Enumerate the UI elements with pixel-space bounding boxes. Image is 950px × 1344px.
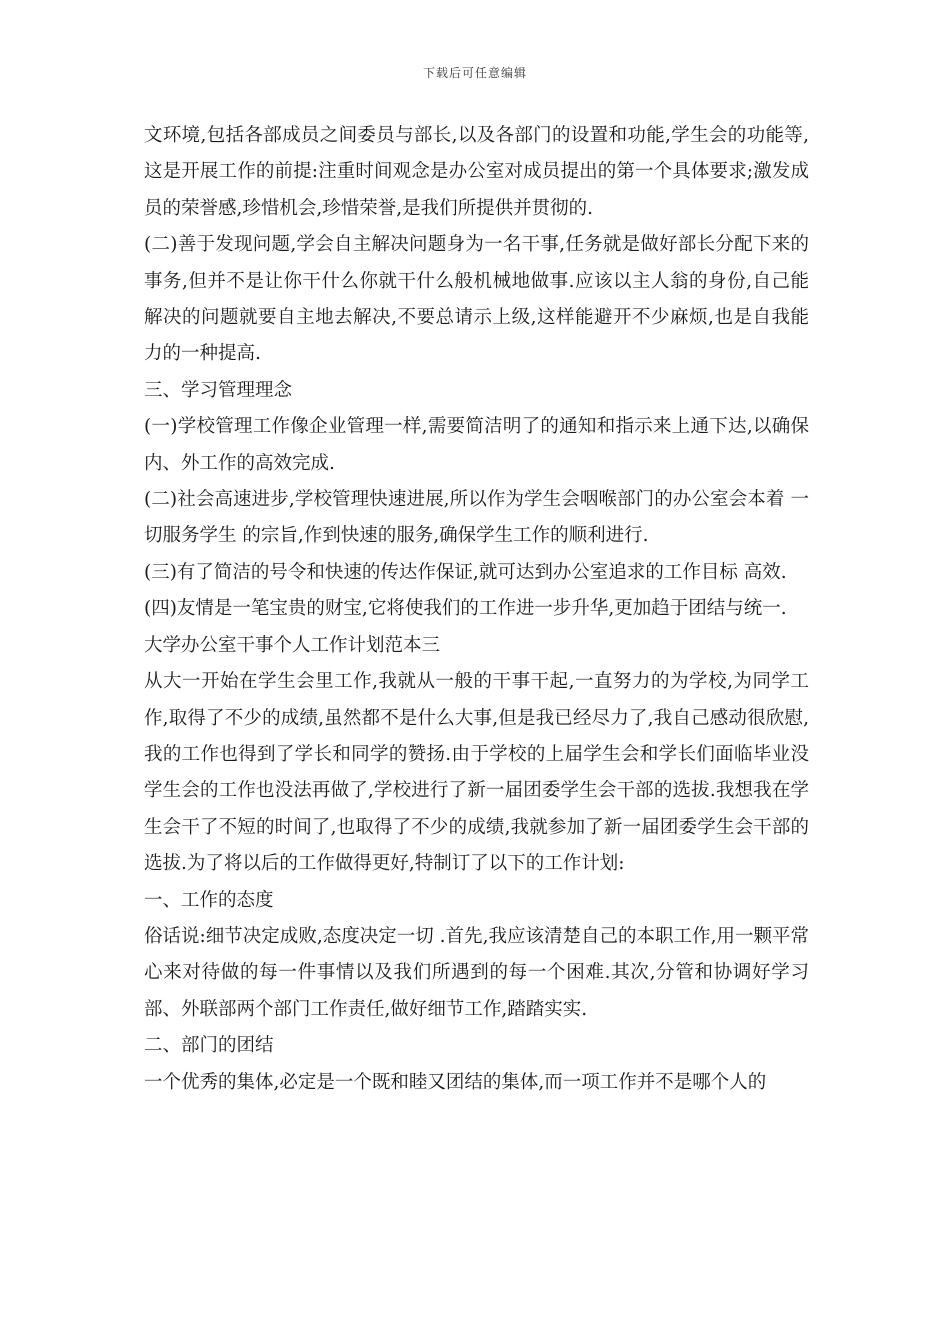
section-heading: 三、学习管理理念: [144, 379, 293, 401]
paragraph: (二)善于发现问题,学会自主解决问题身为一名干事,任务就是做好部长分配下来的事务,但并不是让你干什么你就干什么般机械地做事.应该以主人翁的身份,自己能解决的问题就要自主地去解决,不要总请示上级,这样能避开不少麻烦,也是自我能力的一种提高.: [144, 234, 809, 365]
section-title: 大学办公室干事个人工作计划范本三: [144, 634, 441, 656]
paragraph: 一个优秀的集体,必定是一个既和睦又团结的集体,而一项工作并不是哪个人的: [144, 1071, 767, 1093]
page-header-note: 下载后可任意编辑: [422, 66, 527, 80]
paragraph: 文环境,包括各部成员之间委员与部长,以及各部门的设置和功能,学生会的功能等,这是开展工作的前提:注重时间观念是办公室对成员提出的第一个具体要求;激发成员的荣誉感,珍惜机会,珍惜荣誉,是我们所提供并贯彻的.: [144, 125, 809, 219]
paragraph: (三)有了简洁的号令和快速的传达作保证,就可达到办公室追求的工作目标 高效.: [144, 561, 787, 583]
paragraph: 俗话说:细节决定成败,态度决定一切 .首先,我应该清楚自己的本职工作,用一颗平常心来对待做的每一件事情以及我们所遇到的每一个困难.其次,分管和协调好学习部、外联部两个部门工作责任,做好细节工作,踏踏实实.: [144, 925, 809, 1020]
paragraph: (二)社会高速进步,学校管理快速进展,所以作为学生会咽喉部门的办公室会本着 一切服务学生 的宗旨,作到快速的服务,确保学生工作的顺利进行.: [144, 489, 809, 547]
paragraph: 从大一开始在学生会里工作,我就从一般的干事干起,一直努力的为学校,为同学工作,取得了不少的成绩,虽然都不是什么大事,但是我已经尽力了,我自己感动很欣慰,我的工作也得到了学长和同学的赞扬.由于学校的上届学生会和学长们面临毕业没学生会的工作也没法再做了,学校进行了新一届团委学生会干部的选拔.我想我在学生会干了不短的时间了,也取得了不少的成绩,我就参加了新一届团委学生会干部的选拔.为了将以后的工作做得更好,特制订了以下的工作计划:: [144, 671, 809, 875]
paragraph: (四)友情是一笔宝贵的财宝,它将使我们的工作进一步升华,更加趋于团结与统一.: [144, 598, 787, 620]
paragraph: (一)学校管理工作像企业管理一样,需要简洁明了的通知和指示来上通下达,以确保内、外工作的高效完成.: [144, 416, 809, 474]
document-body: [144, 118, 809, 1101]
section-heading: 一、工作的态度: [144, 889, 274, 911]
section-heading: 二、部门的团结: [144, 1035, 274, 1057]
